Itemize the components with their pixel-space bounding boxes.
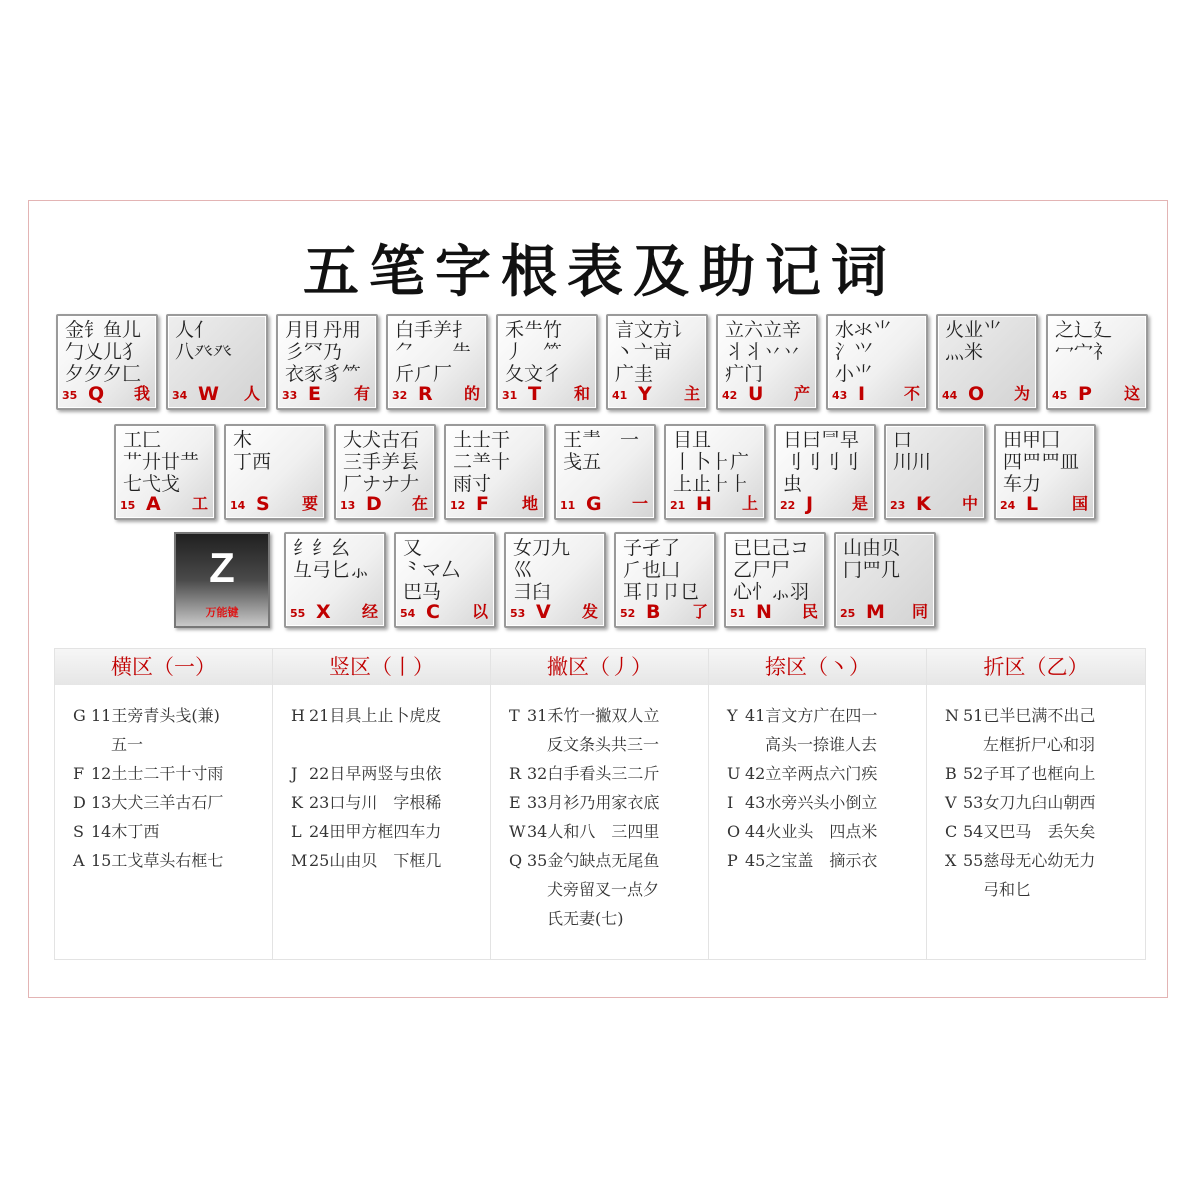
key-h[interactable]	[664, 424, 766, 520]
entry-list	[291, 701, 486, 875]
key-word: 地	[521, 494, 538, 513]
key-letter: H	[696, 493, 712, 515]
key-c[interactable]	[394, 532, 496, 628]
key-s[interactable]	[224, 424, 326, 520]
key-word: 和	[573, 384, 590, 403]
key-d[interactable]	[334, 424, 436, 520]
entry-list	[727, 701, 922, 875]
entry-cont2: 氏无妻(七)	[547, 909, 624, 928]
key-e[interactable]	[276, 314, 378, 410]
key-letter: K	[916, 493, 931, 515]
list-item	[73, 817, 268, 846]
entry-key: R	[509, 764, 522, 783]
entry-text: 45之宝盖 摘示衣	[745, 851, 878, 870]
entry-text: 21目具上止卜虎皮	[309, 706, 442, 725]
list-item	[291, 817, 486, 846]
list-item	[945, 788, 1141, 817]
list-item	[509, 701, 704, 759]
key-code: 41	[612, 389, 628, 402]
key-code: 44	[942, 389, 958, 402]
key-roots: 日曰⺜早 刂⺉⺉刂 虫	[783, 429, 860, 495]
column-na	[709, 649, 927, 959]
key-letter: X	[316, 601, 331, 623]
key-word: 了	[691, 602, 708, 621]
key-m[interactable]	[834, 532, 936, 628]
column-zhe	[927, 649, 1145, 959]
entry-text: 54又巴马 丢矢矣	[963, 822, 1096, 841]
key-roots: 火业⺌ 灬米	[945, 319, 1003, 363]
key-roots: 言文方讠 丶亠亩 广圭	[615, 319, 692, 385]
key-code: 22	[780, 499, 796, 512]
entry-key: T	[509, 706, 520, 725]
entry-text: 33月衫乃用家衣底	[527, 793, 660, 812]
page-title: 五笔字根表及助记词	[303, 239, 897, 305]
key-roots: 立六立辛 丬丬丷丷 疒门	[725, 319, 802, 385]
key-word: 中	[961, 494, 978, 513]
key-letter: S	[256, 493, 270, 515]
entry-list	[509, 701, 704, 933]
key-code: 14	[230, 499, 246, 512]
key-code: 12	[450, 499, 466, 512]
key-word: 有	[353, 384, 370, 403]
key-word: 为	[1013, 384, 1030, 403]
key-code: 45	[1052, 389, 1068, 402]
entry-key: I	[727, 793, 734, 812]
key-roots: 禾⺧竹 丿 ⺮ 夂文彳	[505, 319, 563, 385]
key-roots: 白手⺶扌 ⺈ ⺧ 斤⺁厂	[395, 319, 472, 385]
key-letter: W	[198, 383, 219, 405]
key-q[interactable]	[56, 314, 158, 410]
list-item	[73, 846, 268, 875]
list-item	[727, 701, 922, 759]
key-code: 42	[722, 389, 738, 402]
entry-key: Y	[727, 706, 738, 725]
key-a[interactable]	[114, 424, 216, 520]
entry-cont: 高头一捺谁人去	[765, 735, 878, 754]
key-letter: N	[756, 601, 772, 623]
list-item	[727, 759, 922, 788]
column-pie	[491, 649, 709, 959]
entry-cont: 弓和匕	[983, 880, 1032, 899]
key-letter: B	[646, 601, 661, 623]
column-header: 折区（乙）	[927, 649, 1145, 685]
entry-cont: 左框折尸心和羽	[983, 735, 1096, 754]
key-code: 31	[502, 389, 518, 402]
key-o[interactable]	[936, 314, 1038, 410]
entry-text: 43水旁兴头小倒立	[745, 793, 878, 812]
key-roots: 大犬古石 三手⺶镸 厂ナナ𠂇	[343, 429, 420, 495]
mnemonic-table	[54, 648, 1146, 960]
entry-key: E	[509, 793, 521, 812]
entry-list	[73, 701, 268, 875]
key-letter: V	[536, 601, 551, 623]
entry-key: M	[291, 851, 308, 870]
key-t[interactable]	[496, 314, 598, 410]
key-word: 人	[243, 384, 260, 403]
key-word: 上	[741, 494, 758, 513]
list-item	[291, 701, 486, 730]
entry-text: 15工戈草头右框七	[91, 851, 224, 870]
key-code: 35	[62, 389, 78, 402]
key-roots: 已巳己コ 乙尸尸 心忄⺗羽	[733, 537, 810, 603]
entry-key: O	[727, 822, 741, 841]
key-word: 产	[793, 384, 810, 403]
key-letter: R	[418, 383, 433, 405]
key-w[interactable]	[166, 314, 268, 410]
key-letter: U	[748, 383, 764, 405]
key-letter: O	[968, 383, 985, 405]
list-item	[291, 759, 486, 788]
column-header: 撇区（丿）	[491, 649, 708, 685]
entry-key: J	[291, 764, 298, 783]
key-code: 52	[620, 607, 636, 620]
entry-text: 42立辛两点六门疾	[745, 764, 878, 783]
entry-text: 52子耳了也框向上	[963, 764, 1096, 783]
key-word: 工	[191, 494, 208, 513]
entry-text: 34人和八 三四里	[527, 822, 660, 841]
entry-text: 24田甲方框四车力	[309, 822, 442, 841]
key-word: 要	[301, 494, 318, 513]
key-r[interactable]	[386, 314, 488, 410]
key-letter: I	[858, 383, 866, 405]
key-code: 21	[670, 499, 686, 512]
key-letter: Q	[88, 383, 105, 405]
key-word: 这	[1123, 384, 1140, 403]
entry-key: U	[727, 764, 741, 783]
entry-text: 35金勺缺点无尾鱼	[527, 851, 660, 870]
key-roots: 金钅鱼儿 勹乂儿犭 夕夕夕匚	[65, 319, 142, 385]
key-p[interactable]	[1046, 314, 1148, 410]
key-roots: 纟纟幺 彑弓匕⺗	[293, 537, 370, 581]
list-item	[945, 846, 1141, 904]
entry-text: 12土士二干十寸雨	[91, 764, 224, 783]
entry-text: 32白手看头三二斤	[527, 764, 660, 783]
key-roots: 之辶廴 冖宀礻	[1055, 319, 1113, 363]
key-roots: 又 ⺀マ厶 巴马	[403, 537, 461, 603]
key-word: 民	[801, 602, 818, 621]
list-item	[727, 817, 922, 846]
key-word: 是	[851, 494, 868, 513]
key-letter: J	[806, 493, 814, 515]
key-v[interactable]	[504, 532, 606, 628]
list-item	[727, 788, 922, 817]
list-item	[727, 846, 922, 875]
column-header: 竖区（丨）	[273, 649, 490, 685]
entry-key: V	[945, 793, 957, 812]
key-roots: 山由贝 冂⺫几	[843, 537, 901, 581]
key-code: 51	[730, 607, 746, 620]
key-l[interactable]	[994, 424, 1096, 520]
key-letter: T	[528, 383, 541, 405]
key-code: 23	[890, 499, 906, 512]
key-letter: M	[866, 601, 885, 623]
entry-key: L	[291, 822, 302, 841]
key-letter: Y	[638, 383, 652, 405]
entry-text: 23口与川 字根稀	[309, 793, 442, 812]
key-g[interactable]	[554, 424, 656, 520]
key-z[interactable]	[174, 532, 270, 628]
key-code: 34	[172, 389, 188, 402]
key-roots: 土士干 二⺷十 雨寸	[453, 429, 511, 495]
key-letter: Z	[209, 544, 235, 591]
entry-key: P	[727, 851, 738, 870]
key-n[interactable]	[724, 532, 826, 628]
entry-key: W	[509, 822, 526, 841]
key-code: 43	[832, 389, 848, 402]
key-code: 33	[282, 389, 298, 402]
list-item	[509, 759, 704, 788]
list-item	[945, 817, 1141, 846]
column-header: 捺区（丶）	[709, 649, 926, 685]
list-item	[945, 701, 1141, 759]
entry-text: 55慈母无心幼无力	[963, 851, 1096, 870]
key-letter: G	[586, 493, 602, 515]
entry-key: G	[73, 706, 86, 725]
key-roots: 人亻 八癶癶	[175, 319, 233, 363]
key-code: 25	[840, 607, 856, 620]
entry-key: X	[945, 851, 957, 870]
entry-text: 22日早两竖与虫依	[309, 764, 442, 783]
key-x[interactable]	[284, 532, 386, 628]
key-roots: 目且 丨卜⺊广 上止⺊⺊	[673, 429, 750, 495]
entry-text: 41言文方广在四一	[745, 706, 878, 725]
key-word: 不	[903, 384, 920, 403]
list-item	[945, 759, 1141, 788]
key-roots: 木 丁西	[233, 429, 272, 473]
entry-key: B	[945, 764, 957, 783]
entry-cont: 犬旁留叉一点夕	[547, 880, 660, 899]
column-header: 横区（一）	[55, 649, 272, 685]
key-f[interactable]	[444, 424, 546, 520]
entry-cont: 反文条头共三一	[547, 735, 660, 754]
key-word: 主	[683, 384, 700, 403]
entry-list	[945, 701, 1141, 904]
key-code: 55	[290, 607, 306, 620]
key-code: 24	[1000, 499, 1016, 512]
entry-key: N	[945, 706, 959, 725]
list-item	[291, 846, 486, 875]
entry-key: S	[73, 822, 84, 841]
entry-key: Q	[509, 851, 523, 870]
key-letter: L	[1026, 493, 1039, 515]
list-item	[73, 759, 268, 788]
key-letter: C	[426, 601, 440, 623]
key-word: 以	[471, 602, 488, 621]
entry-key: C	[945, 822, 958, 841]
column-shu	[273, 649, 491, 959]
key-roots: 子孑了 ⺁也凵 耳卩卩㔾	[623, 537, 700, 603]
key-word: 万能键	[205, 606, 239, 619]
key-roots: 女刀九 巛 彐臼	[513, 537, 571, 603]
key-code: 11	[560, 499, 576, 512]
entry-key: D	[73, 793, 86, 812]
key-letter: D	[366, 493, 382, 515]
list-item	[291, 788, 486, 817]
key-word: 国	[1071, 494, 1088, 513]
entry-text: 14木丁西	[91, 822, 160, 841]
entry-text: 44火业头 四点米	[745, 822, 878, 841]
key-code: 13	[340, 499, 356, 512]
key-roots: 田甲囗 四罒罒皿 车力	[1003, 429, 1080, 495]
entry-key: F	[73, 764, 85, 783]
column-heng	[55, 649, 273, 959]
list-item	[509, 817, 704, 846]
key-code: 15	[120, 499, 136, 512]
key-roots: 口 川川	[893, 429, 932, 473]
key-code: 54	[400, 607, 416, 620]
key-u[interactable]	[716, 314, 818, 410]
entry-key: K	[291, 793, 303, 812]
entry-text: 13大犬三羊古石厂	[91, 793, 224, 812]
entry-text: 53女刀九臼山朝西	[963, 793, 1096, 812]
key-b[interactable]	[614, 532, 716, 628]
list-item	[73, 788, 268, 817]
entry-cont: 五一	[111, 735, 144, 754]
key-i[interactable]	[826, 314, 928, 410]
key-roots: 工匚 艹廾廿龷 七弋戈	[123, 429, 200, 495]
key-roots: 王龶 一 戋五	[563, 429, 640, 473]
entry-text: 51已半巳满不出己	[963, 706, 1096, 725]
key-letter: F	[476, 493, 489, 515]
key-word: 经	[361, 602, 378, 621]
key-word: 同	[911, 602, 928, 621]
key-y[interactable]	[606, 314, 708, 410]
key-word: 的	[463, 384, 480, 403]
key-roots: 月⺝丹用 彡⺳乃 衣豕豸⺮	[285, 319, 362, 385]
key-word: 我	[133, 384, 150, 403]
key-word: 在	[411, 494, 428, 513]
list-item	[73, 701, 268, 759]
key-word: 一	[631, 494, 648, 513]
entry-text: 31禾竹一撇双人立	[527, 706, 660, 725]
key-j[interactable]	[774, 424, 876, 520]
entry-key: H	[291, 706, 305, 725]
key-code: 53	[510, 607, 526, 620]
key-code: 32	[392, 389, 408, 402]
list-item	[509, 788, 704, 817]
list-item	[509, 846, 704, 933]
key-letter: E	[308, 383, 321, 405]
entry-text: 11王旁青头戋(兼)	[91, 706, 220, 725]
key-k[interactable]	[884, 424, 986, 520]
key-roots: 水氺⺌ 氵⺍ 小⺌	[835, 319, 893, 385]
entry-text: 25山由贝 下框几	[309, 851, 442, 870]
entry-key: A	[73, 851, 85, 870]
key-letter: P	[1078, 383, 1092, 405]
key-letter: A	[146, 493, 161, 515]
key-word: 发	[581, 602, 598, 621]
